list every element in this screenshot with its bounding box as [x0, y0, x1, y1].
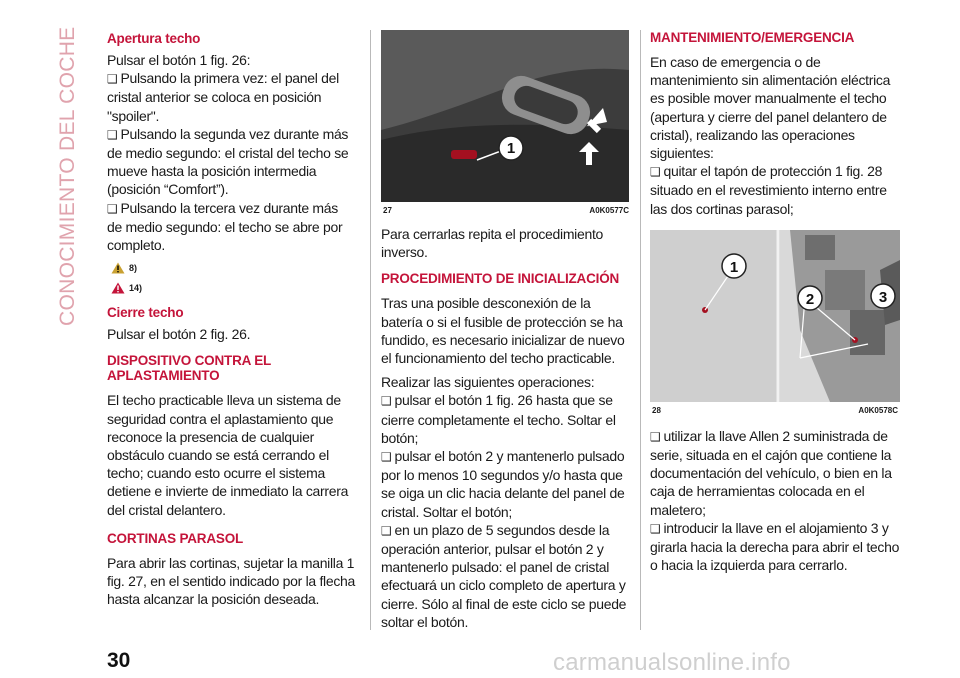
watermark: carmanualsonline.info: [553, 649, 791, 676]
figure-code: A0K0578C: [858, 405, 898, 415]
bullet-item: ❑ Pulsando la segunda vez durante más de medio segundo: el cristal del techo se mueve hasta la posición intermedia (posición “Comfort”).: [107, 125, 355, 199]
warning-ref-8: [111, 258, 355, 278]
bullet-item: ❑ Pulsando la primera vez: el panel del cristal anterior se coloca en posición "spoiler".: [107, 69, 355, 125]
bullet-item: ❑ Pulsando la tercera vez durante más de medio segundo: el techo se abre por completo.: [107, 199, 355, 255]
bullet-item: ❑ introducir la llave en el alojamiento 3 y girarla hacia la derecha para abrir el techo o hacia la izquierda para cerrarlo.: [650, 519, 900, 575]
column-3: [650, 30, 900, 574]
paragraph: El techo practicable lleva un sistema de seguridad contra el aplastamiento que reconoce la presencia de cualquier obstáculo cuando se está cerrando el techo; cuando esto ocurre el sistema detiene e invierte de inmediato la carrera del cristal delantero.: [107, 392, 349, 518]
bullet-item: ❑ en un plazo de 5 segundos desde la operación anterior, pulsar el botón 2 y mantenerlo pulsado: el panel de cristal efectuará un ciclo completo de apertura y cierre. Sólo al final de este ciclo se puede soltar el botón.: [381, 521, 631, 631]
paragraph: En caso de emergencia o de mantenimiento sin alimentación eléctrica es posible mover manualmente el techo (apertura y cierre del panel delantero de cristal), realizando las operaciones siguientes:: [650, 54, 891, 162]
bullet-item: ❑ quitar el tapón de protección 1 fig. 28 situado en el revestimiento interno entre las dos cortinas parasol;: [650, 162, 900, 218]
warning-ref-14: [111, 278, 355, 298]
side-section-title-text: CONOCIMIENTO DEL COCHE: [56, 26, 79, 326]
figure-code: A0K0577C: [589, 206, 629, 215]
figure-number: 27: [383, 206, 392, 215]
figure-27-sunshade-handle: [381, 30, 629, 202]
figure-number: 28: [652, 405, 661, 415]
bullet-item: ❑ pulsar el botón 1 fig. 26 hasta que se cierre completamente el techo. Soltar el botón;: [381, 391, 631, 447]
figure-28-emergency-access: [650, 230, 900, 402]
heading-dispositivo: DISPOSITIVO CONTRA EL APLASTAMIENTO: [107, 353, 271, 384]
figure-caption: [381, 206, 631, 215]
page-number: 30: [107, 649, 131, 672]
heading-apertura-techo: Apertura techo: [107, 31, 201, 46]
paragraph: Pulsar el botón 2 fig. 26.: [107, 326, 251, 343]
callout-2: 2: [805, 290, 815, 308]
paragraph: Para abrir las cortinas, sujetar la manilla 1 fig. 27, en el sentido indicado por la flecha hasta alcanzar la posición deseada.: [107, 554, 356, 608]
callout-1: 1: [506, 140, 516, 157]
heading-procedimiento: PROCEDIMIENTO DE INICIALIZACIÓN: [381, 271, 620, 287]
warning-triangle-icon: [111, 262, 125, 274]
column-divider: [370, 30, 371, 630]
paragraph: Realizar las siguientes operaciones:: [381, 374, 595, 391]
warning-triangle-icon: [111, 282, 125, 294]
callout-3: 3: [878, 288, 888, 306]
column-1: [107, 30, 355, 608]
heading-mantenimiento: MANTENIMIENTO/EMERGENCIA: [650, 30, 855, 45]
heading-cortinas-parasol: CORTINAS PARASOL: [107, 530, 244, 546]
column-2: [381, 30, 631, 631]
column-divider: [640, 30, 641, 630]
side-section-title: [56, 26, 80, 326]
warning-ref-label: 14): [129, 283, 143, 294]
figure-caption: [650, 406, 900, 415]
paragraph: Pulsar el botón 1 fig. 26:: [107, 52, 251, 68]
heading-cierre-techo: Cierre techo: [107, 305, 184, 321]
paragraph: Tras una posible desconexión de la batería o si el fusible de protección se ha fundido, es necesario inicializar de nuevo el funcionamiento del techo practicable.: [381, 295, 625, 367]
bullet-item: ❑ pulsar el botón 2 y mantenerlo pulsado por lo menos 10 segundos y/o hasta que se oiga un clic hacia delante del panel de cristal. Soltar el botón;: [381, 447, 631, 521]
callout-1: 1: [729, 258, 739, 276]
warning-ref-label: 8): [129, 263, 138, 274]
paragraph: Para cerrarlas repita el procedimiento inverso.: [381, 226, 604, 261]
bullet-item: ❑ utilizar la llave Allen 2 suministrada de serie, situada en el cajón que contiene la documentación del vehículo, o bien en la caja de herramientas colocada en el maletero;: [650, 427, 900, 519]
